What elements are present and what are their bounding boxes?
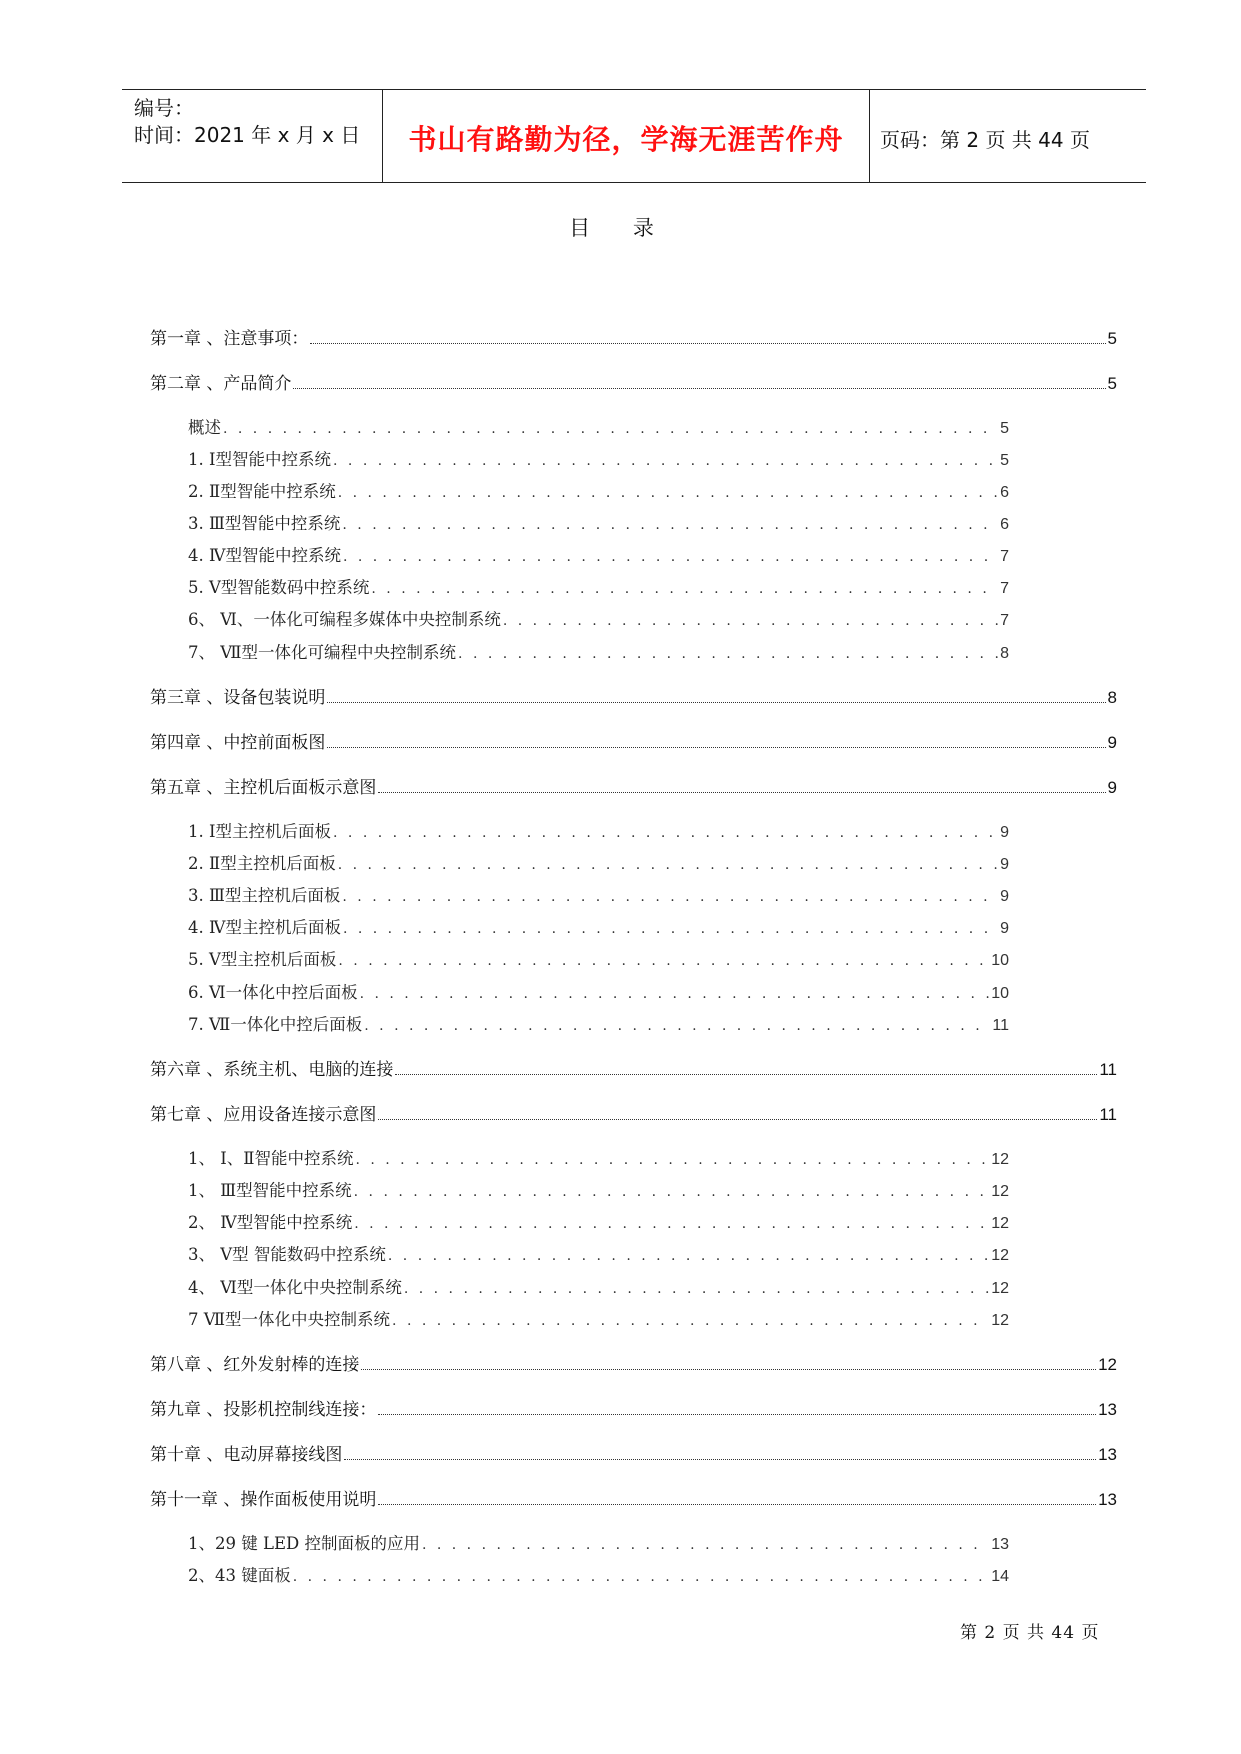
toc-entry-label: 第九章 、投影机控制线连接： [150,1400,377,1420]
toc-entry-page: 5 [1107,329,1117,348]
toc-leader [293,1569,989,1585]
toc-entry-label: 5. Ⅴ型智能数码中控系统 [188,578,370,597]
toc-leader [378,1504,1096,1505]
toc-leader [344,1459,1096,1460]
toc-entry-page: 12 [991,1280,1009,1297]
toc-entry-page: 5 [1000,452,1009,469]
header-middle-cell [382,90,870,182]
toc-entry-sub[interactable] [188,478,1009,502]
toc-entry-page: 12 [991,1247,1009,1264]
toc-entry-sub[interactable] [188,979,1009,1003]
toc-entry-label: 第八章 、红外发射棒的连接 [150,1355,360,1375]
toc-entry-label: 1、 Ⅲ型智能中控系统 [188,1181,352,1200]
toc-entry-page: 9 [1000,920,1009,937]
toc-entry-chapter-2[interactable] [150,369,1117,394]
toc-leader [342,517,998,533]
toc-entry-sub[interactable] [188,510,1009,534]
toc-entry-page: 7 [1000,612,1009,629]
toc-entry-sub[interactable] [188,1241,1009,1265]
header-right-cell [868,90,1146,182]
toc-entry-page: 6 [1000,484,1009,501]
toc-entry-label: 第五章 、主控机后面板示意图 [150,778,377,798]
toc-leader [293,388,1105,389]
toc-entry-sub[interactable] [188,1530,1009,1554]
toc-leader [338,485,998,501]
toc-entry-label: 7、 Ⅶ型一体化可编程中央控制系统 [188,643,457,662]
toc-leader [458,646,998,662]
toc-entry-sub[interactable] [188,850,1009,874]
toc-entry-page: 12 [1098,1355,1117,1374]
toc-leader [333,825,998,841]
toc-leader [343,921,998,937]
header-left-cell [122,90,382,182]
document-time-label: 时间：2021 年 x 月 x 日 [134,123,361,147]
toc-leader [343,549,998,565]
toc-entry-page: 13 [1098,1445,1117,1464]
toc-entry-label: 第二章 、产品简介 [150,374,292,394]
toc-leader [371,581,998,597]
header-page-code: 页码：第 2 页 共 44 页 [880,128,1090,152]
toc-entry-overview[interactable] [188,414,1009,438]
toc-entry-page: 11 [992,1017,1009,1034]
toc-entry-page: 13 [1098,1400,1117,1419]
toc-entry-page: 9 [1000,856,1009,873]
toc-entry-page: 5 [1000,420,1009,437]
toc-entry-label: 3. Ⅲ型智能中控系统 [188,514,341,533]
toc-entry-chapter-4[interactable] [150,728,1117,753]
toc-entry-page: 14 [991,1568,1009,1585]
toc-entry-page: 9 [1000,888,1009,905]
toc-entry-chapter-1[interactable] [150,324,1117,349]
toc-entry-sub[interactable] [188,606,1009,630]
toc-entry-chapter-3[interactable] [150,683,1117,708]
toc-leader [361,1369,1096,1370]
toc-entry-chapter-6[interactable] [150,1055,1117,1080]
toc-entry-chapter-7[interactable] [150,1100,1117,1125]
toc-entry-sub[interactable] [188,574,1009,598]
toc-title: 目 录 [569,216,672,240]
toc-entry-label: 7. Ⅶ一体化中控后面板 [188,1015,363,1034]
toc-leader [404,1281,989,1297]
toc-entry-label: 第十章 、电动屏幕接线图 [150,1445,343,1465]
toc-entry-page: 11 [1099,1105,1117,1124]
toc-entry-label: 4. Ⅳ型智能中控系统 [188,546,341,565]
toc-entry-page: 11 [1099,1060,1117,1079]
toc-entry-label: 概述 [188,418,221,437]
toc-entry-label: 1、 Ⅰ、Ⅱ智能中控系统 [188,1149,354,1168]
toc-entry-sub[interactable] [188,639,1009,663]
toc-entry-sub[interactable] [188,1177,1009,1201]
toc-entry-sub[interactable] [188,1274,1009,1298]
toc-entry-chapter-8[interactable] [150,1350,1117,1375]
toc-entry-sub[interactable] [188,1209,1009,1233]
toc-leader [422,1537,989,1553]
toc-entry-label: 5. Ⅴ型主控机后面板 [188,950,337,969]
toc-entry-page: 10 [991,952,1009,969]
toc-entry-page: 12 [991,1151,1009,1168]
toc-entry-label: 3. Ⅲ型主控机后面板 [188,886,341,905]
toc-leader [354,1216,989,1232]
toc-leader [327,702,1105,703]
toc-entry-label: 第十一章 、操作面板使用说明 [150,1490,377,1510]
toc-entry-page: 12 [991,1183,1009,1200]
toc-leader [378,1119,1097,1120]
toc-entry-label: 第三章 、设备包装说明 [150,688,326,708]
toc-entry-sub[interactable] [188,1011,1009,1035]
toc-entry-chapter-5[interactable] [150,773,1117,798]
toc-entry-label: 第四章 、中控前面板图 [150,733,326,753]
document-header [122,89,1146,183]
page-footer: 第 2 页 共 44 页 [960,1623,1100,1643]
toc-entry-chapter-11[interactable] [150,1485,1117,1510]
toc-entry-sub[interactable] [188,1145,1009,1169]
toc-entry-sub[interactable] [188,446,1009,470]
toc-entry-page: 7 [1000,580,1009,597]
toc-leader [364,1018,990,1034]
toc-leader [342,889,998,905]
toc-entry-label: 1、29 键 LED 控制面板的应用 [188,1534,420,1553]
toc-entry-sub[interactable] [188,818,1009,842]
toc-entry-page: 8 [1000,645,1009,662]
toc-leader [360,986,990,1002]
toc-leader [378,792,1105,793]
toc-entry-sub[interactable] [188,914,1009,938]
toc-leader [333,453,998,469]
document-number-label: 编号： [134,96,194,120]
toc-entry-label: 2. Ⅱ型智能中控系统 [188,482,336,501]
toc-entry-label: 第七章 、应用设备连接示意图 [150,1105,377,1125]
toc-entry-label: 6. Ⅵ一体化中控后面板 [188,983,358,1002]
toc-leader [395,1074,1097,1075]
toc-entry-page: 10 [991,985,1009,1002]
toc-entry-page: 6 [1000,516,1009,533]
toc-leader [392,1313,989,1329]
toc-leader [388,1248,989,1264]
toc-entry-page: 9 [1000,824,1009,841]
toc-entry-label: 2、43 键面板 [188,1566,291,1585]
toc-entry-page: 12 [991,1312,1009,1329]
toc-entry-sub[interactable] [188,882,1009,906]
toc-entry-label: 2、 Ⅳ型智能中控系统 [188,1213,353,1232]
toc-entry-page: 13 [1098,1490,1117,1509]
toc-entry-label: 1. Ⅰ型智能中控系统 [188,450,332,469]
toc-leader [354,1184,990,1200]
toc-entry-sub[interactable] [188,542,1009,566]
toc-entry-page: 5 [1107,374,1117,393]
toc-leader [223,421,998,437]
toc-entry-sub[interactable] [188,946,1009,970]
toc-entry-label: 4. Ⅳ型主控机后面板 [188,918,341,937]
toc-leader [310,343,1105,344]
toc-entry-label: 2. Ⅱ型主控机后面板 [188,854,336,873]
toc-leader [378,1414,1096,1415]
header-motto: 书山有路勤为径，学海无涯苦作舟 [408,123,844,156]
toc-entry-page: 12 [991,1215,1009,1232]
toc-entry-page: 8 [1107,688,1117,707]
toc-entry-label: 7 Ⅶ型一体化中央控制系统 [188,1310,391,1329]
toc-leader [338,953,989,969]
toc-entry-label: 4、 Ⅵ型一体化中央控制系统 [188,1278,402,1297]
toc-entry-page: 7 [1000,548,1009,565]
toc-entry-label: 1. Ⅰ型主控机后面板 [188,822,332,841]
toc-entry-page: 13 [991,1536,1009,1553]
toc-entry-page: 9 [1107,778,1117,797]
toc-entry-label: 第六章 、系统主机、电脑的连接 [150,1060,394,1080]
toc-entry-chapter-9[interactable] [150,1395,1117,1420]
toc-entry-page: 9 [1107,733,1117,752]
toc-entry-sub[interactable] [188,1306,1009,1330]
toc-leader [327,747,1105,748]
toc-entry-label: 6、 Ⅵ、一体化可编程多媒体中央控制系统 [188,610,501,629]
toc-entry-label: 第一章 、注意事项： [150,329,309,349]
toc-entry-sub[interactable] [188,1562,1009,1586]
toc-entry-chapter-10[interactable] [150,1440,1117,1465]
toc-leader [503,613,998,629]
toc-leader [355,1152,989,1168]
toc-entry-label: 3、 Ⅴ型 智能数码中控系统 [188,1245,386,1264]
toc-leader [338,857,998,873]
